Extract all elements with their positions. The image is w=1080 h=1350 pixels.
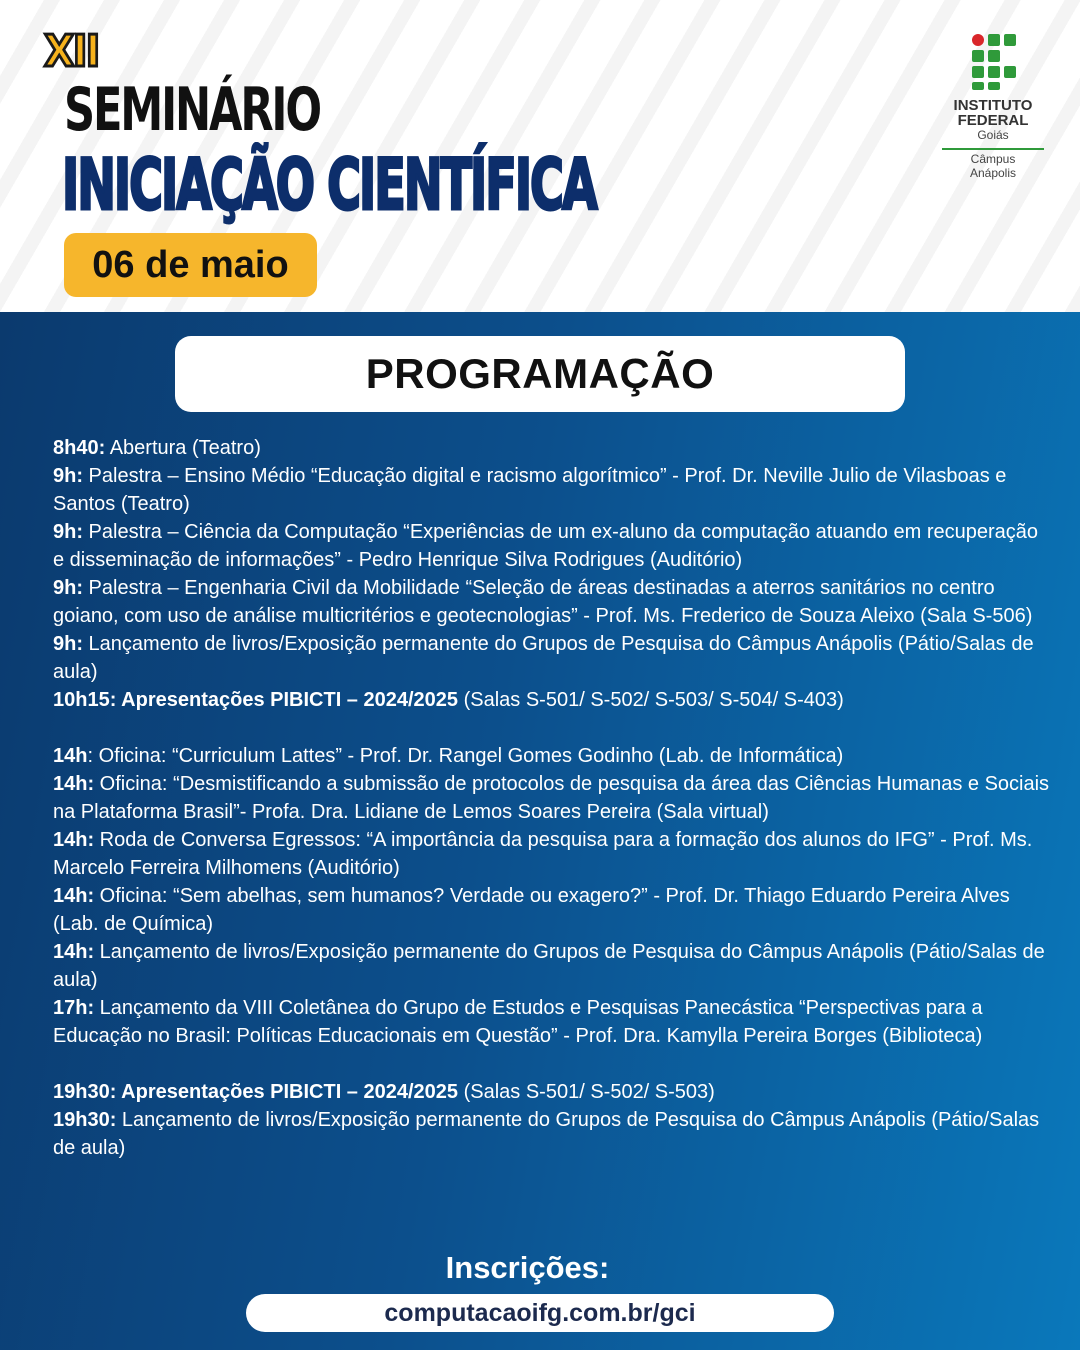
registration-link[interactable] bbox=[246, 1294, 834, 1332]
schedule-item: 19h30: Lançamento de livros/Exposição permanente do Grupos de Pesquisa do Câmpus Anápolis (Pátio/Salas de aula) bbox=[53, 1109, 1040, 1159]
logo-divider bbox=[942, 148, 1044, 150]
schedule-item: 14h: Oficina: “Sem abelhas, sem humanos? Verdade ou exagero?” - Prof. Dr. Thiago Eduardo Pereira Alves (Lab. de Química) bbox=[53, 885, 1010, 935]
logo-line3: Goiás bbox=[977, 128, 1009, 142]
schedule-list bbox=[53, 434, 1053, 1162]
schedule-item: 17h: Lançamento da VIII Coletânea do Grupo de Estudos e Pesquisas Panecástica “Perspectivas para a Educação no Brasil: Políticas Educacionais em Questão” - Prof. Dra. Kamylla Pereira Borges (Biblioteca) bbox=[53, 997, 983, 1047]
title-seminario: SEMINÁRIO bbox=[64, 75, 320, 145]
schedule-item: 8h40: Abertura (Teatro) bbox=[53, 437, 261, 459]
ifg-logo-grid-icon bbox=[972, 34, 1016, 90]
logo-line2: FEDERAL bbox=[957, 112, 1029, 129]
title-iniciacao: INICIAÇÃO CIENTÍFICA bbox=[62, 144, 596, 226]
logo-campus bbox=[942, 152, 1044, 180]
schedule-item: 14h: Roda de Conversa Egressos: “A importância da pesquisa para a formação dos alunos do IFG” - Prof. Ms. Marcelo Ferreira Milhomens (Auditório) bbox=[53, 829, 1033, 879]
logo-campus1: Câmpus bbox=[970, 152, 1016, 166]
section-title: PROGRAMAÇÃO bbox=[365, 350, 715, 397]
schedule-item: 19h30: Apresentações PIBICTI – 2024/2025 (Salas S-501/ S-502/ S-503) bbox=[53, 1081, 715, 1103]
schedule-item: 10h15: Apresentações PIBICTI – 2024/2025 (Salas S-501/ S-502/ S-503/ S-504/ S-403) bbox=[53, 689, 844, 711]
schedule-item: 9h: Palestra – Ciência da Computação “Experiências de um ex-aluno da computação atuando em recuperação e disseminação de informações” - Pedro Henrique Silva Rodrigues (Auditório) bbox=[53, 521, 1038, 571]
section-title-box bbox=[175, 336, 905, 412]
date-badge bbox=[64, 233, 317, 297]
schedule-item: 14h: Oficina: “Desmistificando a submissão de protocolos de pesquisa da área das Ciências Humanas e Sociais na Plataforma Brasil”- Profa. Dra. Lidiane de Lemos Soares Pereira (Sala virtual) bbox=[53, 773, 1050, 823]
ifg-logo-text bbox=[942, 98, 1044, 142]
schedule-item: 9h: Palestra – Engenharia Civil da Mobilidade “Seleção de áreas destinadas a aterros sanitários no centro goiano, com uso de análise multicritérios e geotecnologias” - Prof. Ms. Frederico de Souza Aleixo (Sala S-506) bbox=[53, 577, 1033, 627]
header-area bbox=[0, 0, 1080, 312]
schedule-item: 9h: Lançamento de livros/Exposição permanente do Grupos de Pesquisa do Câmpus Anápolis (Pátio/Salas de aula) bbox=[53, 633, 1034, 683]
date-text: 06 de maio bbox=[92, 243, 289, 286]
schedule-item: 14h: Oficina: “Curriculum Lattes” - Prof. Dr. Rangel Gomes Godinho (Lab. de Informática) bbox=[53, 745, 844, 767]
registration-url[interactable]: computacaoifg.com.br/gci bbox=[384, 1298, 696, 1327]
logo-campus2: Anápolis bbox=[969, 166, 1017, 180]
schedule-item: 14h: Lançamento de livros/Exposição permanente do Grupos de Pesquisa do Câmpus Anápolis (Pátio/Salas de aula) bbox=[53, 941, 1045, 991]
edition-label: XII bbox=[44, 26, 99, 77]
logo-line1: INSTITUTO bbox=[953, 97, 1033, 114]
registration-label: Inscrições: bbox=[445, 1250, 610, 1285]
schedule-item: 9h: Palestra – Ensino Médio “Educação digital e racismo algorítmico” - Prof. Dr. Neville Julio de Vilasboas e Santos (Teatro) bbox=[53, 465, 1007, 515]
